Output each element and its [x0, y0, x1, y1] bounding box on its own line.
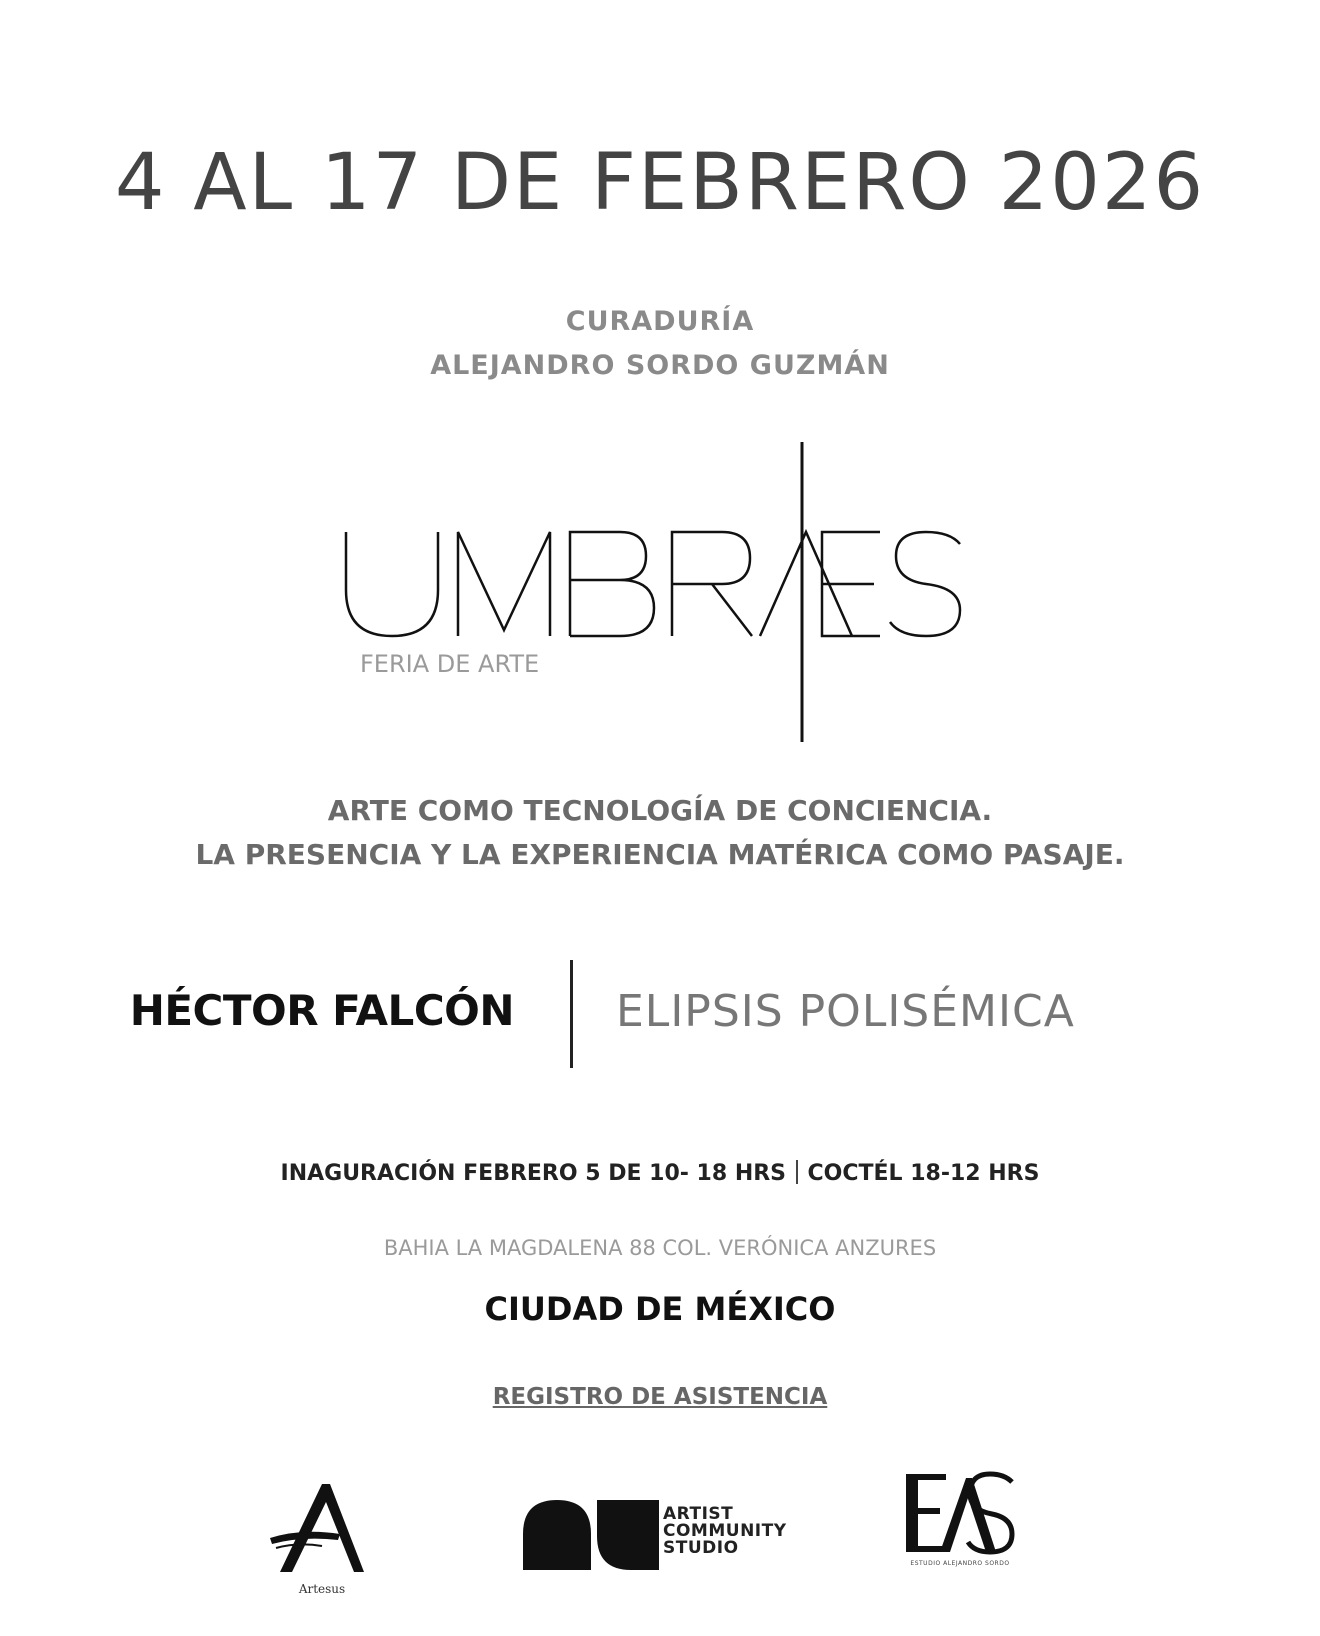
logo-letter-s	[890, 532, 960, 636]
schedule-divider	[796, 1160, 798, 1184]
acs-line-1: ARTIST	[663, 1504, 734, 1524]
artist-row	[0, 950, 1320, 1070]
logo-letter-m	[458, 532, 550, 636]
event-date: 4 AL 17 DE FEBRERO 2026	[114, 138, 1206, 228]
eas-monogram-icon	[900, 1468, 1020, 1558]
cocktail-time: COCTÉL 18-12 HRS	[807, 1161, 1040, 1186]
artist-name: HÉCTOR FALCÓN	[129, 986, 514, 1035]
artist-community-studio-logo[interactable]	[523, 1500, 803, 1570]
acs-line-3: STUDIO	[663, 1538, 739, 1558]
acs-shapes-icon	[523, 1500, 659, 1570]
eas-label: ESTUDIO ALEJANDRO SORDO	[910, 1560, 1010, 1567]
artesus-logo[interactable]	[262, 1476, 382, 1606]
umbrales-wordmark-graphic	[0, 440, 1320, 750]
logo-letter-u	[346, 532, 438, 636]
tagline-line-2: LA PRESENCIA Y LA EXPERIENCIA MATÉRICA COMO PASAJE.	[195, 838, 1125, 871]
artwork-title: ELIPSIS POLISÉMICA	[616, 986, 1075, 1037]
tagline-line-1: ARTE COMO TECNOLOGÍA DE CONCIENCIA.	[327, 794, 993, 827]
acs-wordmark	[663, 1506, 787, 1557]
acs-line-2: COMMUNITY	[663, 1521, 787, 1541]
venue-address: BAHIA LA MAGDALENA 88 COL. VERÓNICA ANZURES	[383, 1236, 937, 1260]
curator-name: ALEJANDRO SORDO GUZMÁN	[430, 350, 890, 381]
opening-time: INAGURACIÓN FEBRERO 5 DE 10- 18 HRS	[280, 1161, 787, 1186]
umbrales-logo	[0, 440, 1320, 750]
logo-subtitle: FERIA DE ARTE	[360, 650, 540, 678]
venue-city: CIUDAD DE MÉXICO	[484, 1290, 836, 1328]
logo-letter-e	[822, 532, 880, 636]
curator-label: CURADURÍA	[565, 306, 755, 337]
artesus-a-icon	[262, 1476, 382, 1580]
estudio-alejandro-sordo-logo[interactable]	[900, 1468, 1020, 1578]
artist-divider	[570, 960, 573, 1068]
artesus-label: Artesus	[298, 1582, 346, 1596]
logo-letter-r	[672, 532, 752, 636]
logo-letter-b	[570, 532, 654, 636]
schedule	[0, 1160, 1320, 1186]
register-link[interactable]: REGISTRO DE ASISTENCIA	[492, 1384, 828, 1410]
